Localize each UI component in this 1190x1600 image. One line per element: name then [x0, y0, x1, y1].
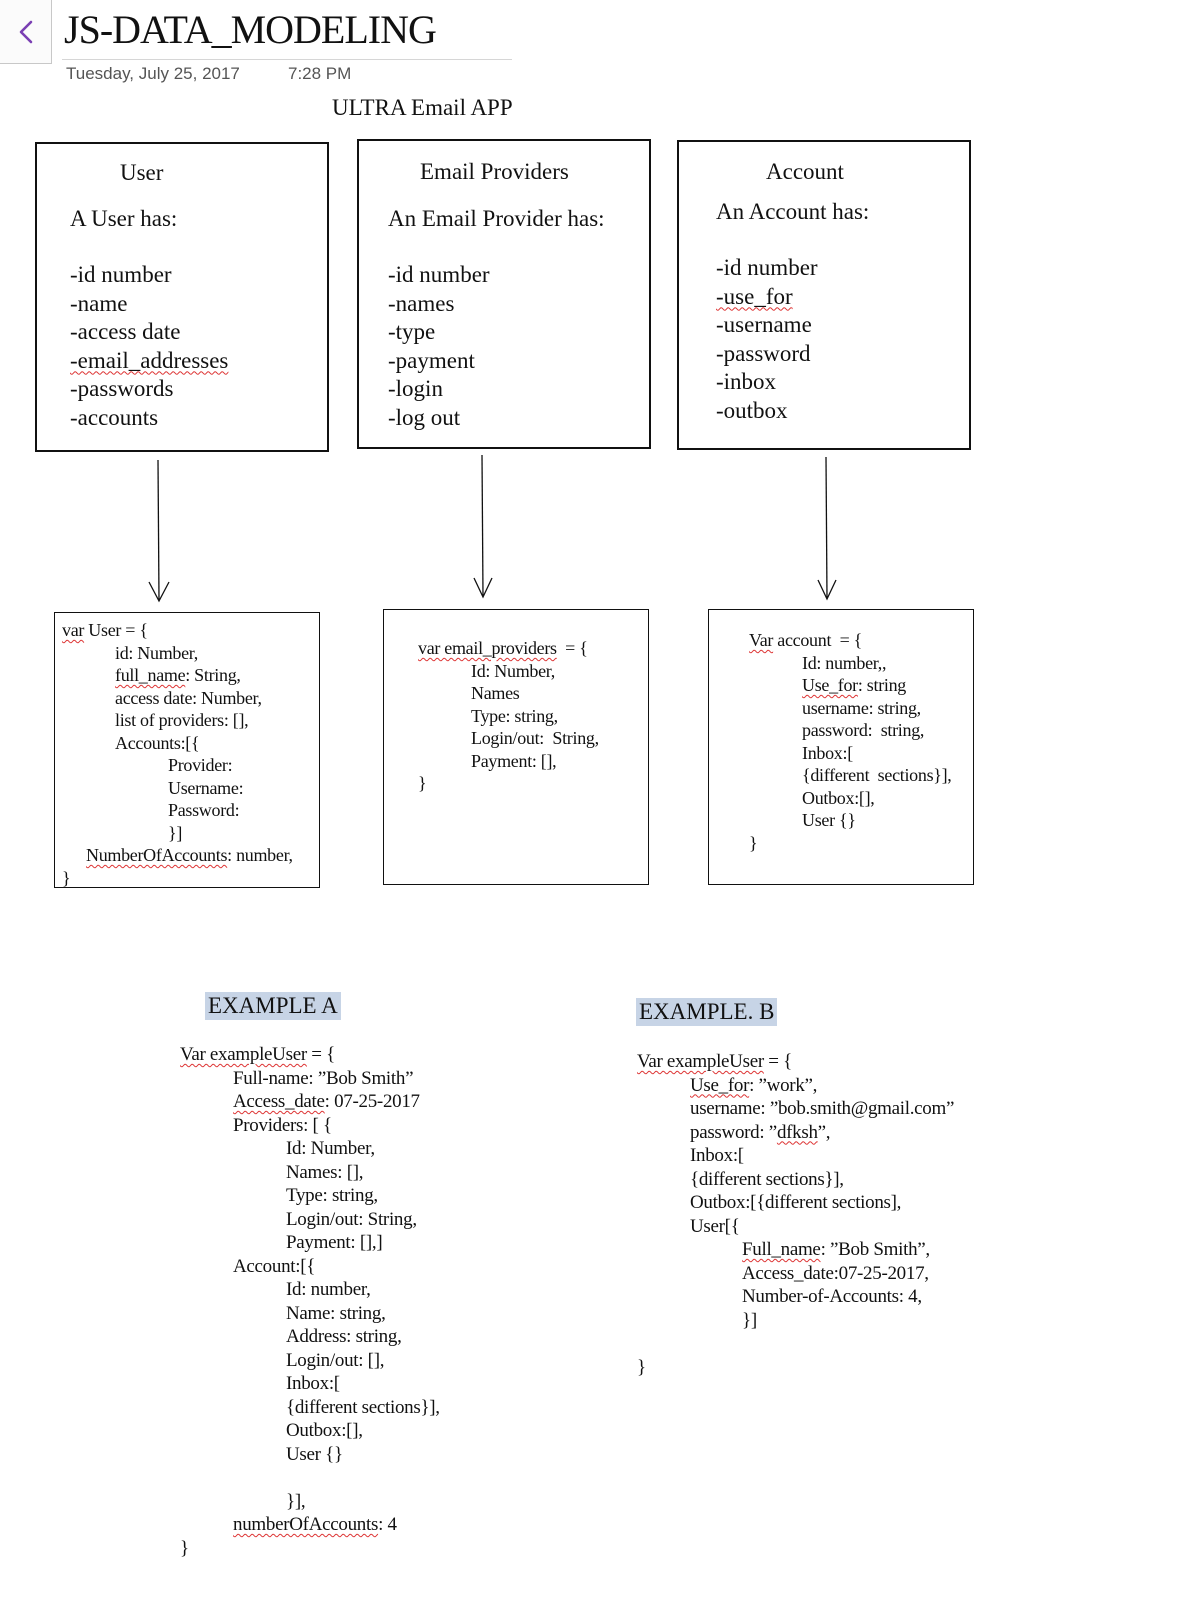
entity-subtitle: An Account has:: [716, 199, 870, 224]
code-block: [418, 637, 599, 795]
code-line: Outbox:[],: [802, 787, 875, 808]
code-line: Access_date: 07-25-2017: [233, 1091, 420, 1112]
code-line: }: [749, 832, 758, 853]
code-line: User[{: [690, 1215, 740, 1237]
attribute-item: -log out: [388, 404, 461, 430]
code-line: Payment: [],: [471, 750, 557, 771]
attribute-item: -inbox: [716, 369, 777, 394]
code-block: [62, 619, 293, 889]
code-line: }: [418, 773, 427, 793]
code-line: Account:[{: [233, 1255, 316, 1277]
code-line: Names: [],: [286, 1161, 364, 1183]
attribute-item: -use_for: [716, 283, 793, 309]
entity-title: Email Providers: [420, 159, 569, 184]
code-line: password: ”dfksh”,: [690, 1121, 831, 1143]
code-line: {different sections}],: [802, 765, 952, 785]
code-line: Access_date:07-25-2017,: [742, 1262, 929, 1284]
code-line: Id: Number,: [286, 1138, 375, 1159]
entity-subtitle: A User has:: [70, 206, 178, 231]
code-box-account: [708, 609, 974, 885]
blank-line: [180, 1466, 440, 1490]
code-line: Full-name: ”Bob Smith”: [233, 1067, 414, 1089]
arrow-down-icon: [818, 457, 836, 599]
code-line: User {}: [802, 810, 856, 830]
code-line: Type: string,: [286, 1185, 378, 1206]
page-date: Tuesday, July 25, 2017: [66, 64, 240, 83]
page-time: 7:28 PM: [288, 64, 352, 83]
code-line: }: [637, 1356, 646, 1378]
code-line: Providers: [ {: [233, 1114, 332, 1136]
entity-subtitle: An Email Provider has:: [388, 206, 605, 231]
example-a-code: [180, 1043, 440, 1560]
attribute-item: -id number: [716, 255, 818, 280]
code-line: Outbox:[],: [286, 1420, 363, 1441]
code-line: id: Number,: [115, 642, 198, 663]
arrow-down-icon: [474, 455, 492, 597]
code-line: password: string,: [802, 720, 925, 740]
attribute-item: -payment: [388, 347, 475, 373]
entity-title: User: [120, 160, 164, 185]
code-line: Name: string,: [286, 1302, 386, 1324]
code-line: username: ”bob.smith@gmail.com”: [690, 1098, 955, 1119]
code-block: [749, 629, 952, 854]
code-line: Username:: [168, 777, 244, 798]
attribute-item: -email_addresses: [70, 347, 229, 373]
page-heading: ULTRA Email APP: [332, 95, 513, 120]
attribute-item: -password: [716, 340, 811, 366]
code-line: Payment: [],]: [286, 1232, 383, 1253]
attribute-item: -id number: [388, 262, 490, 287]
arrow-down-icon: [149, 460, 169, 601]
code-line: Outbox:[{different sections],: [690, 1192, 902, 1213]
code-line: }: [180, 1537, 189, 1559]
code-line: Login/out: [],: [286, 1349, 385, 1371]
code-line: Inbox:[: [802, 742, 853, 763]
blank-line: [637, 1332, 954, 1356]
attribute-item: -outbox: [716, 397, 788, 423]
code-line: }]: [742, 1309, 757, 1331]
code-line: Number-of-Accounts: 4,: [742, 1286, 922, 1307]
code-line: Id: number,,: [802, 652, 887, 673]
attribute-item: -login: [388, 376, 443, 401]
example-a-label: EXAMPLE A: [205, 992, 341, 1020]
attribute-item: -name: [70, 290, 128, 316]
code-line: }: [62, 867, 71, 888]
code-line: numberOfAccounts: 4: [233, 1514, 397, 1535]
code-line: Full_name: ”Bob Smith”,: [742, 1239, 930, 1260]
code-line: {different sections}],: [690, 1168, 844, 1190]
code-line: User {}: [286, 1443, 343, 1465]
code-line: Login/out: String,: [286, 1208, 417, 1230]
example-b-label: EXAMPLE. B: [636, 998, 777, 1026]
entity-title: Account: [766, 159, 844, 184]
code-line: Password:: [168, 800, 240, 820]
code-line: Id: Number,: [471, 660, 555, 681]
code-line: username: string,: [802, 697, 921, 718]
code-line: Login/out: String,: [471, 728, 599, 748]
code-line: NumberOfAccounts: number,: [86, 845, 293, 865]
code-line: Provider:: [168, 755, 233, 775]
code-line: Use_for: ”work”,: [690, 1074, 818, 1096]
attribute-item: -names: [388, 290, 455, 316]
code-box-user: [54, 612, 320, 888]
page-title: JS-DATA_MODELING: [64, 7, 436, 52]
code-line: Var account = {: [749, 630, 862, 650]
attribute-item: -type: [388, 319, 436, 344]
code-line: Var exampleUser = {: [180, 1044, 335, 1065]
code-line: Type: string,: [471, 705, 558, 726]
example-b-code: [637, 1050, 954, 1379]
code-line: Accounts:[{: [115, 732, 200, 753]
code-line: var email_providers = {: [418, 638, 588, 658]
code-box-providers: [383, 609, 649, 885]
code-line: Inbox:[: [690, 1145, 744, 1166]
code-line: {different sections}],: [286, 1396, 440, 1418]
code-line: Names: [471, 683, 520, 703]
attribute-item: -id number: [70, 262, 172, 287]
attribute-item: -passwords: [70, 376, 174, 401]
code-line: }]: [168, 822, 183, 843]
code-line: }],: [286, 1490, 306, 1512]
attribute-item: -accounts: [70, 404, 159, 430]
code-line: access date: Number,: [115, 687, 262, 708]
attribute-item: -username: [716, 312, 812, 337]
code-line: Address: string,: [286, 1326, 402, 1347]
code-line: Id: number,: [286, 1279, 371, 1300]
code-line: list of providers: [],: [115, 710, 249, 730]
connector-arrows: [0, 0, 1190, 620]
attribute-item: -access date: [70, 319, 181, 344]
code-line: Use_for: string: [802, 675, 906, 695]
code-line: Var exampleUser = {: [637, 1051, 792, 1072]
code-line: full_name: String,: [115, 665, 241, 685]
code-line: var User = {: [62, 620, 148, 640]
code-line: Inbox:[: [286, 1373, 340, 1394]
